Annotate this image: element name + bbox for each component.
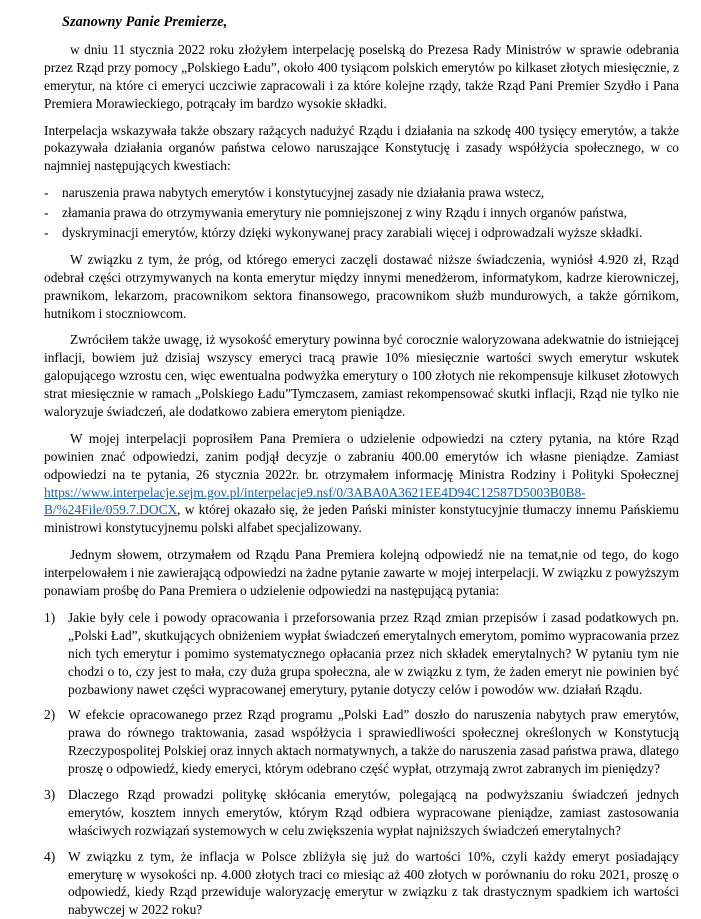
- paragraph-request: Jednym słowem, otrzymałem od Rządu Pana Premiera kolejną odpowiedź nie na temat,nie od tego, do kogo interpelowałem i nie zawierającą odpowiedzi na żadne pytanie zawarte w mojej interpelacji. W związku z powyższym ponawiam prośbę do Pana Premiera o udzielenie odpowiedzi na następującą pytania:: [44, 547, 679, 599]
- list-item-number: 2): [44, 707, 56, 723]
- interpelacja-link[interactable]: https://www.interpelacje.sejm.gov.pl/interpelacje9.nsf/0/3ABA0A3621EE4D94C12587D5003B0B8-B/%24File/059.7.DOCX: [44, 484, 586, 518]
- list-item-text: W związku z tym, że inflacja w Polsce zbliżyła się już do wartości 10%, czyli każdy emeryt posiadający emeryturę w wysokości np. 4.000 złotych traci co miesiąc aż 400 złotych w porównaniu do roku 2021, proszę o odpowiedź, kiedy Rząd przewiduje waloryzację emerytur w związku z tak drastycznym spadkiem ich wartości nabywczej w 2022 roku?: [68, 848, 679, 918]
- list-item-text: Dlaczego Rząd prowadzi politykę skłócania emerytów, polegającą na podwyższaniu świadczeń jednych emerytów, kosztem innych emerytów, którym Rząd odbiera wypracowane pieniądze, zamiast zastosowania właściwych rozwiązań systemowych w celu zwiększenia wypłat najniższych świadczeń emerytalnych?: [68, 786, 679, 838]
- paragraph-waloryzacja: Zwróciłem także uwagę, iż wysokość emerytury powinna być corocznie waloryzowana adekwatnie do istniejącej inflacji, bowiem już dzisiaj wszyscy emeryci tracą prawie 10% miesięcznie wartości swych emerytur wskutek galopującego wzrostu cen, więc ewentualna podwyżka emerytury o 100 złotych nie rekompensuje kilkuset złotowych strat miesięcznie w ramach „Polskiego Ładu”Tymczasem, zamiast rekompensować skutki inflacji, Rząd nie tylko nie waloryzuje świadczeń, ale dodatkowo zabiera emerytom pieniądze.: [44, 332, 679, 420]
- list-item-text: Jakie były cele i powody opracowania i przeforsowania przez Rząd zmian przepisów i zasad podatkowych pn. „Polski Ład”, skutkujących obniżeniem wypłat świadczeń emerytalnych emerytom, pomimo wypracowania przez nich tych emerytur i pomimo systematycznego opłacania przez nich składek emerytalnych? W pytaniu tym nie chodzi o to, czy jest to mała, czy duża grupa społeczna, ale w związku z tym, że żaden emeryt nie powinien być pozbawiony nawet części wypracowanej emerytury, pytanie dotyczy celów i powodów ww. działań Rządu.: [68, 609, 679, 697]
- ministry-text-before: W mojej interpelacji poprosiłem Pana Premiera o udzielenie odpowiedzi na cztery pytania, na które Rząd powinien znać odpowiedzi, zanim podjął decyzje o zabraniu 400.00 emerytów ich własne pieniądze. Zamiast odpowiedzi na te pytania, 26 stycznia 2022r. br. otrzymałem informację Ministra Rodziny i Polityki Społecznej: [44, 430, 679, 482]
- paragraph-prog: W związku z tym, że próg, od którego emeryci zaczęli dostawać niższe świadczenia, wyniósł 4.920 zł, Rząd odebrał części otrzymywanych na konta emerytur między innymi menedżerom, informatykom, kadrze kierowniczej, prawnikom, lekarzom, pracownikom sektora finansowego, pracownikom służb mundurowych, a także górnikom, hutnikom i stoczniowcom.: [44, 251, 679, 321]
- dash-list: [44, 184, 679, 242]
- list-item: [44, 224, 679, 242]
- list-item-text: dyskryminacji emerytów, którzy dzięki wykonywanej pracy zarabiali więcej i odprowadzali wyższe składki.: [62, 225, 643, 241]
- list-item-text: naruszenia prawa nabytych emerytów i konstytucyjnej zasady nie działania prawa wstecz,: [62, 185, 545, 201]
- paragraph-ministry: [44, 430, 679, 537]
- list-item-text: W efekcie opracowanego przez Rząd programu „Polski Ład” doszło do naruszenia nabytych praw emerytów, prawa do równego traktowania, zasad współżycia i sprawiedliwości społecznej określonych w Konstytucją Rzeczypospolitej Polskiej oraz innych aktach normatywnych, a także do naruszenia zasad państwa prawa, dlatego proszę o odpowiedź, kiedy emeryci, którym odebrano część wypłat, otrzymają zwrot zabranych im pieniędzy?: [68, 707, 679, 777]
- list-item-number: 3): [44, 786, 56, 802]
- list-item: [44, 706, 679, 778]
- list-item: [44, 848, 679, 919]
- paragraph-intro: w dniu 11 stycznia 2022 roku złożyłem interpelację poselską do Prezesa Rady Ministrów w sprawie odebrania przez Rząd przy pomocy „Polskiego Ładu”, około 400 tysiącom polskich emerytów po kilkaset złotych miesięcznie, z emerytur, na które ci emeryci uczciwie zapracowali i za które kolejne rządy, także Rząd Pani Premier Szydło i Pana Premiera Morawieckiego, potrącały im bardzo wysokie składki.: [44, 42, 679, 111]
- paragraph-interpelacja: Interpelacja wskazywała także obszary rażących nadużyć Rządu i działania na szkodę 400 tysięcy emerytów, a także pokazywała działania organów państwa celowo naruszające Konstytucję i zasady współżycia społecznego, w co najmniej następujących kwestiach:: [44, 122, 679, 174]
- list-item: [44, 609, 679, 698]
- list-item: [44, 184, 679, 202]
- questions-list: [44, 609, 679, 919]
- list-item: [44, 786, 679, 840]
- list-item-text: złamania prawa do otrzymywania emerytury nie pomniejszonej z winy Rządu i innych organów państwa,: [62, 205, 627, 221]
- ministry-text-after: , w której okazało się, że jeden Pański minister konstytucyjnie tłumaczy innemu Pańskiemu ministrowi konstytucyjnemu polski alfabet specjalizowany.: [44, 502, 679, 536]
- dash-bullet: -: [44, 225, 49, 241]
- salutation: Szanowny Panie Premierze,: [62, 14, 228, 30]
- dash-bullet: -: [44, 205, 49, 221]
- list-item: [44, 204, 679, 222]
- list-item-number: 1): [44, 609, 56, 625]
- list-item-number: 4): [44, 848, 56, 864]
- dash-bullet: -: [44, 185, 49, 201]
